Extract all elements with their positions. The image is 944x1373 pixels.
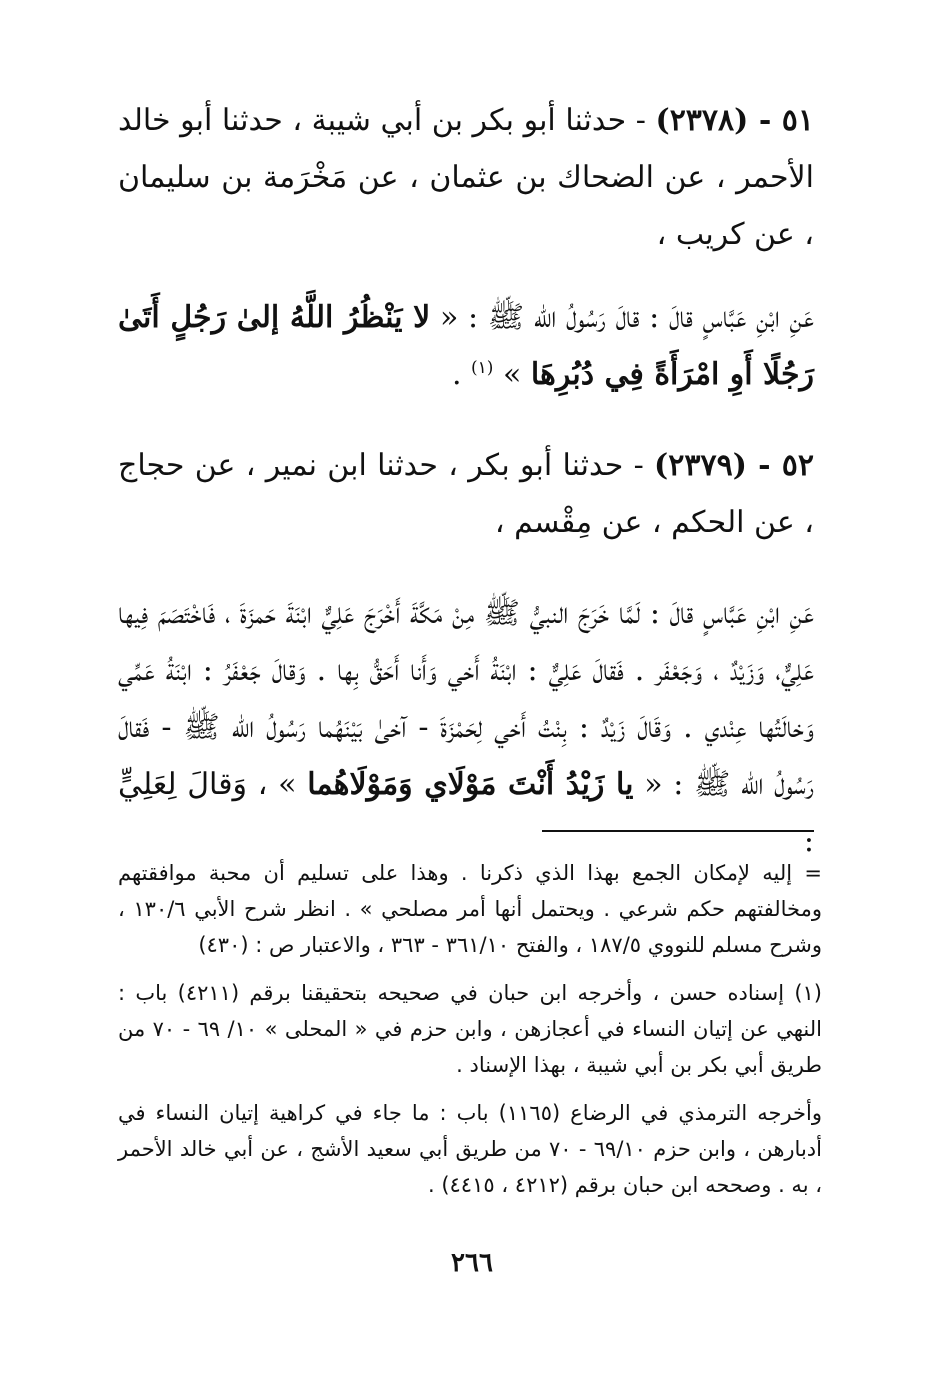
hadith-51-number: ٥١ - (٢٣٧٨) — [655, 103, 814, 138]
hadith-52-matn-end: » ، وَقالَ لِعَلِيٍّ : — [118, 767, 814, 859]
footnote-ref-1[interactable]: (١) — [471, 358, 494, 378]
hadith-51-isnad-text: - حدثنا أبو بكر بن أبي شيبة ، حدثنا أبو خالد الأحمر ، عن الضحاك بن عثمان ، عن مَخْرَمة بن سليمان ، عن كريب ، — [118, 103, 814, 252]
footnote-divider — [542, 830, 814, 832]
hadith-52-isnad — [118, 437, 814, 551]
hadith-52-matn — [118, 585, 814, 870]
hadith-52-isnad-text: - حدثنا أبو بكر ، حدثنا ابن نمير ، عن حجاج ، عن الحكم ، عن مِقْسم ، — [118, 448, 814, 540]
page-number: ٢٦٦ — [451, 1248, 493, 1278]
hadith-51-matn-end: . — [451, 357, 472, 392]
footnote-continuation: = إليه لإمكان الجمع بهذا الذي ذكرنا . وهذا على تسليم أن محبة موافقتهم ومخالفتهم حكم شرعي . ويحتمل أنها أمر مصلحي » . انظر شرح الأبي ١٣٠/٦ ، وشرح مسلم للنووي ١٨٧/٥ ، والفتح ٣٦١/١٠ - ٣٦٣ ، والاعتبار ص : (٤٣٠) — [118, 861, 822, 957]
hadith-52-matn-text: عَنِ ابْنِ عَبَّاسٍ قالَ : لَمَّا خَرَجَ النبيُّ ﷺ مِنْ مَكَّةَ أَخْرَجَ عَلِيٌّ ابْنَةَ حَمزَةَ ، فَاخْتَصَمَ فِيها عَلِيٌّ، وَزَيْدٌ ، وَجَعْفَر . فَقالَ عَلِيٌّ : ابْنَةُ أَخي وَأَنا أَحَقُّ بِها . وَقالَ جَعْفَرُ : ابْنَةُ عَمِّي وَخالَتُها عِنْدي . وَقَالَ زَيْدٌ : بِنْتُ أَخي لِحَمْزَةَ - آخىٰ بَيْنَهُما رَسُولُ الله ﷺ - فَقالَ رَسُولُ الله ﷺ : « — [118, 596, 815, 802]
hadith-51-isnad — [118, 92, 814, 263]
hadith-51-matn-intro: عَنِ ابْنِ عَبَّاسٍ قالَ : قالَ رَسُولُ الله ﷺ : « — [430, 300, 814, 335]
hadith-51-matn-close: » — [493, 357, 531, 392]
hadith-52-number: ٥٢ - (٢٣٧٩) — [654, 448, 814, 483]
hadith-52-matn-quote: يا زَيْدُ أَنْتَ مَوْلَاي وَمَوْلَاهُما — [307, 767, 634, 802]
footnotes — [118, 855, 822, 1215]
footnote-1-continued: وأخرجه الترمذي في الرضاع (١١٦٥) باب : ما جاء في كراهية إتيان النساء في أدبارهن ، وابن حزم ٦٩/١٠ - ٧٠ من طريق أبي سعيد الأشج ، عن أبي خالد الأحمر ، به . وصححه ابن حبان برقم (٤٢١٢ ، ٤٤١٥) . — [118, 1101, 822, 1197]
hadith-51-matn — [118, 289, 814, 403]
main-text — [118, 92, 814, 870]
hadith-51-matn-quote: لا يَنْظُرُ اللَّهُ إلىٰ رَجُلٍ أَتَىٰ رَجُلًا أَوِ امْرَأَةً فِي دُبُرِهَا — [118, 300, 814, 392]
footnote-1: (١) إسناده حسن ، وأخرجه ابن حبان في صحيحه بتحقيقنا برقم (٤٢١١) باب : النهي عن إتيان النساء في أعجازهن ، وابن حزم في « المحلى » ١٠/ ٦٩ - ٧٠ من طريق أبي بكر بن أبي شيبة ، بهذا الإسناد . — [118, 981, 822, 1077]
